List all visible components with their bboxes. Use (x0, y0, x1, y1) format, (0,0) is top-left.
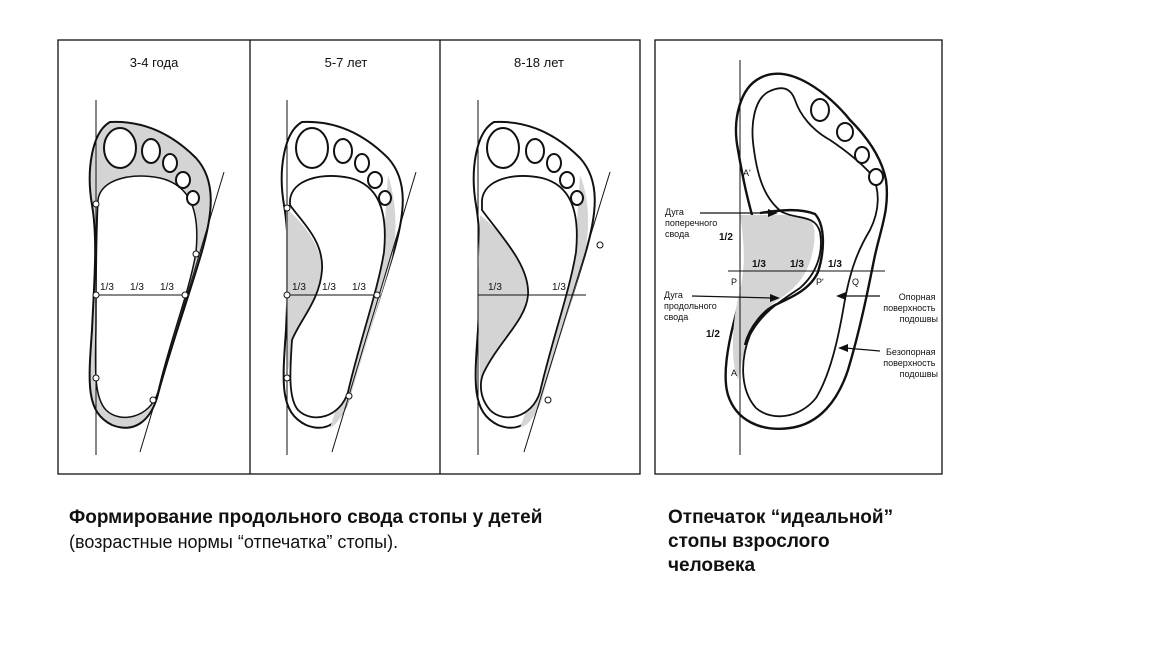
third-label: 1/3 (160, 282, 174, 293)
point-q: Q (852, 277, 860, 287)
footprint-8-18 (474, 100, 610, 455)
support-surface-label: Опорная поверхность подошвы (883, 292, 938, 324)
children-caption (69, 506, 649, 554)
third-label: 1/3 (790, 259, 804, 270)
third-label: 1/3 (552, 282, 566, 293)
point-p-prime: P' (816, 277, 824, 287)
panel-age-3-4: 3-4 года (129, 55, 179, 70)
third-label: 1/3 (488, 282, 502, 293)
footprint-5-7 (282, 100, 416, 455)
adult-caption (668, 506, 968, 578)
nonsupport-surface-label: Безопорная поверхность подошвы (883, 347, 938, 379)
panel-age-5-7: 5-7 лет (324, 55, 368, 70)
panel-age-8-18: 8-18 лет (514, 55, 564, 70)
third-label: 1/3 (100, 282, 114, 293)
adult-caption-line1: Отпечаток “идеальной” (668, 507, 894, 528)
adult-caption-line3: человека (668, 555, 756, 576)
longitudinal-arch-label: Дуга продольного свода (664, 290, 717, 322)
third-label: 1/3 (130, 282, 144, 293)
point-a-prime: A' (743, 168, 751, 178)
children-caption-title: Формирование продольного свода стопы у детей (69, 507, 543, 528)
third-label: 1/3 (752, 259, 766, 270)
third-label: 1/3 (828, 259, 842, 270)
adult-panel (655, 40, 942, 474)
third-label: 1/3 (292, 282, 306, 293)
point-p: P (731, 277, 738, 287)
adult-caption-line2: стопы взрослого (668, 531, 830, 552)
footprint-3-4 (90, 100, 224, 455)
transverse-arch-label: Дуга поперечного свода (665, 207, 718, 239)
half-label-bottom: 1/2 (706, 329, 720, 340)
children-caption-subtitle: (возрастные нормы “отпечатка” стопы). (69, 532, 399, 552)
half-label-top: 1/2 (719, 232, 733, 243)
third-label: 1/3 (352, 282, 366, 293)
third-label: 1/3 (322, 282, 336, 293)
point-a: A (731, 368, 738, 378)
